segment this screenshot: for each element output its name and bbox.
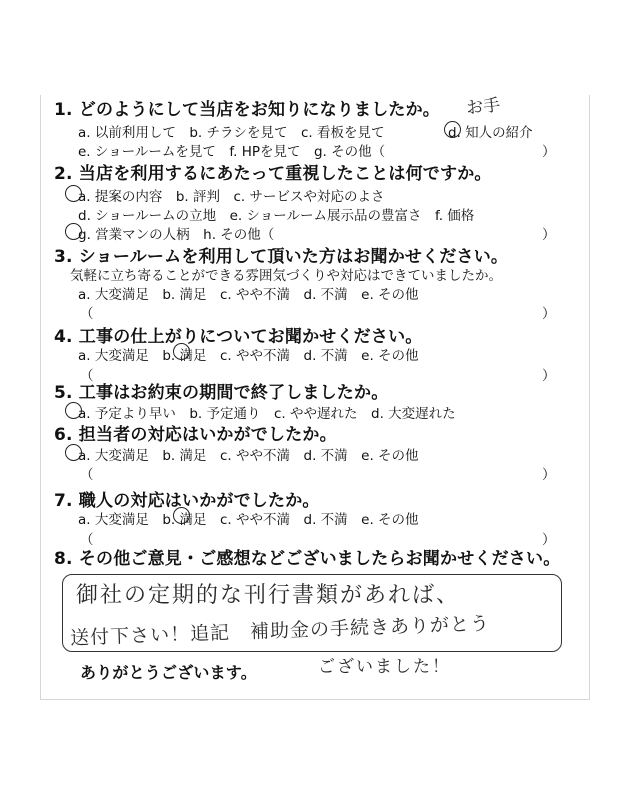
q6-paren-close: ） bbox=[542, 467, 556, 483]
selection-circle bbox=[444, 121, 461, 138]
q1-options-row1: a. 以前利用して b. チラシを見て c. 看板を見て bbox=[78, 125, 385, 141]
question-1-title: 1. どのようにして当店をお知りになりましたか。 bbox=[54, 100, 441, 120]
q2-options-row1: a. 提案の内容 b. 評判 c. サービスや対応のよさ bbox=[78, 189, 385, 205]
selection-circle bbox=[173, 343, 190, 360]
q5-options: a. 予定より早い b. 予定通り c. やや遅れた d. 大変遅れた bbox=[78, 406, 456, 422]
q1-paren-close: ） bbox=[542, 144, 556, 160]
comment-line-3: ございました！ bbox=[318, 657, 451, 677]
question-5-title: 5. 工事はお約束の期間で終了しましたか。 bbox=[54, 383, 389, 403]
question-2-title: 2. 当店を利用するにあたって重視したことは何ですか。 bbox=[54, 164, 492, 184]
selection-circle bbox=[65, 185, 82, 202]
selection-circle bbox=[173, 507, 190, 524]
question-3-title: 3. ショールームを利用して頂いた方はお聞かせください。 bbox=[54, 247, 509, 267]
selection-circle bbox=[65, 402, 82, 419]
q3-paren-open: （ bbox=[80, 306, 94, 322]
q1-option-d: d. 知人の紹介 bbox=[448, 125, 533, 141]
thanks-text: ありがとうございます。 bbox=[80, 663, 257, 682]
q2-paren-close: ） bbox=[542, 227, 556, 243]
q3-subtext: 気軽に立ち寄ることができる雰囲気づくりや対応はできていましたか。 bbox=[70, 268, 502, 284]
comment-line-2: 送付下さい！追記 補助金の手続きありがとう bbox=[69, 612, 491, 650]
q6-paren-open: （ bbox=[80, 467, 94, 483]
q4-paren-close: ） bbox=[542, 368, 556, 384]
q6-options: a. 大変満足 b. 満足 c. やや不満 d. 不満 e. その他 bbox=[78, 448, 419, 464]
q7-options: a. 大変満足 b. 満足 c. やや不満 d. 不満 e. その他 bbox=[78, 512, 419, 528]
q1-handwritten-note: お手 bbox=[465, 95, 502, 119]
comment-line-1: 御社の定期的な刊行書類があれば、 bbox=[76, 583, 461, 608]
question-4-title: 4. 工事の仕上がりについてお聞かせください。 bbox=[54, 327, 423, 347]
q7-paren-open: （ bbox=[80, 532, 94, 548]
q3-paren-close: ） bbox=[542, 306, 556, 322]
q2-options-row2: d. ショールームの立地 e. ショールーム展示品の豊富さ f. 価格 bbox=[78, 208, 475, 224]
question-8-title: 8. その他ご意見・ご感想などございましたらお聞かせください。 bbox=[54, 549, 561, 569]
question-6-title: 6. 担当者の対応はいかがでしたか。 bbox=[54, 425, 337, 445]
q3-options: a. 大変満足 b. 満足 c. やや不満 d. 不満 e. その他 bbox=[78, 287, 419, 303]
q4-paren-open: （ bbox=[80, 368, 94, 384]
q1-options-row2: e. ショールームを見て f. HPを見て g. その他（ bbox=[78, 144, 386, 160]
selection-circle bbox=[65, 223, 82, 240]
q4-options: a. 大変満足 b. 満足 c. やや不満 d. 不満 e. その他 bbox=[78, 348, 419, 364]
selection-circle bbox=[65, 444, 82, 461]
question-7-title: 7. 職人の対応はいかがでしたか。 bbox=[54, 491, 320, 511]
q2-options-row3: g. 営業マンの人柄 h. その他（ bbox=[78, 227, 275, 243]
q7-paren-close: ） bbox=[542, 532, 556, 548]
